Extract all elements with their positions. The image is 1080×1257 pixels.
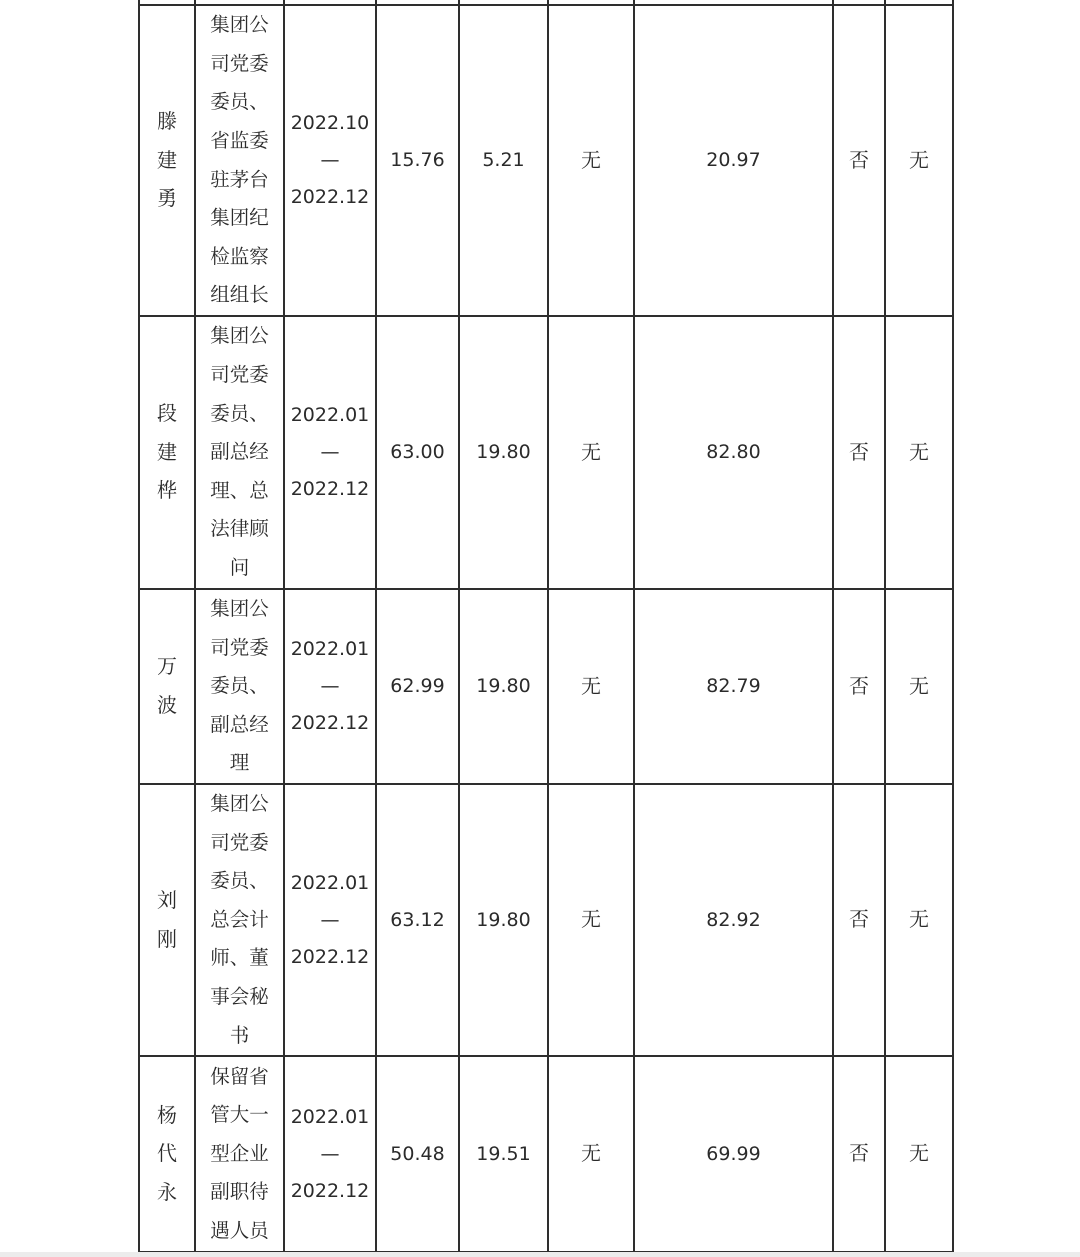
other-cell — [548, 5, 634, 316]
position-text: 集团公司党委委员、副总经理、总法律顾问 — [210, 324, 269, 579]
pay-value: 50.48 — [390, 1142, 445, 1165]
table-row — [139, 5, 953, 316]
total-value: 82.80 — [706, 441, 761, 464]
name-cell — [139, 589, 195, 784]
other-cell — [548, 1056, 634, 1252]
pay-value: 62.99 — [390, 675, 445, 698]
insurance-cell — [459, 784, 548, 1056]
remark-value: 无 — [909, 147, 929, 172]
other-value: 无 — [581, 147, 601, 172]
pay-cell — [376, 784, 459, 1056]
insurance-cell — [459, 1056, 548, 1252]
remark-value: 无 — [909, 439, 929, 464]
insurance-value: 19.51 — [476, 1142, 531, 1165]
table-row — [139, 316, 953, 589]
total-cell — [634, 5, 833, 316]
position-cell — [195, 784, 284, 1056]
insurance-value: 19.80 — [476, 908, 531, 931]
flag-value: 否 — [849, 907, 869, 932]
name-cell — [139, 784, 195, 1056]
other-value: 无 — [581, 439, 601, 464]
insurance-cell — [459, 5, 548, 316]
table-row — [139, 589, 953, 784]
pay-value: 15.76 — [390, 149, 445, 172]
insurance-value: 19.80 — [476, 441, 531, 464]
pay-cell — [376, 5, 459, 316]
flag-cell — [833, 784, 885, 1056]
period-start: 2022.01 — [290, 1105, 370, 1128]
page-bottom-edge — [0, 1252, 1080, 1257]
insurance-cell — [459, 589, 548, 784]
period-start: 2022.01 — [290, 404, 370, 426]
table-row — [139, 784, 953, 1056]
position-cell — [195, 5, 284, 316]
period-dash: — — [320, 441, 340, 463]
insurance-value: 5.21 — [482, 149, 525, 172]
insurance-cell — [459, 316, 548, 589]
period-cell — [284, 316, 376, 589]
name-cell — [139, 1056, 195, 1252]
remark-value: 无 — [909, 673, 929, 698]
other-value: 无 — [581, 1141, 601, 1166]
salary-table — [138, 0, 954, 1253]
remark-value: 无 — [909, 907, 929, 932]
other-cell — [548, 316, 634, 589]
flag-value: 否 — [849, 147, 869, 172]
insurance-value: 19.80 — [476, 675, 531, 698]
flag-value: 否 — [849, 439, 869, 464]
other-value: 无 — [581, 673, 601, 698]
pay-cell — [376, 589, 459, 784]
position-cell — [195, 316, 284, 589]
position-text: 集团公司党委委员、省监委驻茅台集团纪检监察组组长 — [210, 13, 269, 307]
flag-value: 否 — [849, 1141, 869, 1166]
total-value: 20.97 — [706, 149, 761, 172]
period-dash: — — [320, 149, 340, 171]
person-name: 杨代永 — [157, 1102, 177, 1204]
pay-value: 63.12 — [390, 908, 445, 931]
other-cell — [548, 589, 634, 784]
period-start: 2022.01 — [290, 638, 370, 660]
person-name: 滕建勇 — [157, 109, 177, 211]
remark-cell — [885, 316, 953, 589]
table-row — [139, 1056, 953, 1252]
total-value: 82.92 — [706, 908, 761, 931]
remark-cell — [885, 1056, 953, 1252]
position-cell — [195, 589, 284, 784]
position-text: 集团公司党委委员、副总经理 — [210, 597, 269, 775]
period-dash: — — [320, 675, 340, 697]
position-text: 保留省管大一型企业副职待遇人员 — [210, 1064, 269, 1243]
period-end: 2022.12 — [290, 478, 370, 500]
name-cell — [139, 5, 195, 316]
pay-value: 63.00 — [390, 441, 445, 464]
total-cell — [634, 784, 833, 1056]
person-name: 万波 — [157, 654, 177, 717]
period-end: 2022.12 — [290, 186, 370, 208]
total-cell — [634, 316, 833, 589]
flag-value: 否 — [849, 673, 869, 698]
total-value: 69.99 — [706, 1142, 761, 1165]
remark-cell — [885, 784, 953, 1056]
period-dash: — — [320, 908, 340, 931]
pay-cell — [376, 1056, 459, 1252]
person-name: 段建桦 — [157, 401, 177, 503]
person-name: 刘刚 — [157, 887, 177, 951]
remark-cell — [885, 589, 953, 784]
period-start: 2022.01 — [290, 871, 370, 894]
flag-cell — [833, 5, 885, 316]
period-cell — [284, 589, 376, 784]
remark-cell — [885, 5, 953, 316]
period-cell — [284, 784, 376, 1056]
total-cell — [634, 1056, 833, 1252]
period-start: 2022.10 — [290, 112, 370, 134]
other-value: 无 — [581, 907, 601, 932]
period-cell — [284, 1056, 376, 1252]
total-cell — [634, 589, 833, 784]
pay-cell — [376, 316, 459, 589]
period-end: 2022.12 — [290, 1179, 370, 1202]
name-cell — [139, 316, 195, 589]
position-text: 集团公司党委委员、总会计师、董事会秘书 — [210, 792, 269, 1047]
period-end: 2022.12 — [290, 712, 370, 734]
other-cell — [548, 784, 634, 1056]
total-value: 82.79 — [706, 675, 761, 698]
period-cell — [284, 5, 376, 316]
period-dash: — — [320, 1142, 340, 1165]
period-end: 2022.12 — [290, 945, 370, 968]
remark-value: 无 — [909, 1141, 929, 1166]
flag-cell — [833, 1056, 885, 1252]
position-cell — [195, 1056, 284, 1252]
flag-cell — [833, 316, 885, 589]
flag-cell — [833, 589, 885, 784]
